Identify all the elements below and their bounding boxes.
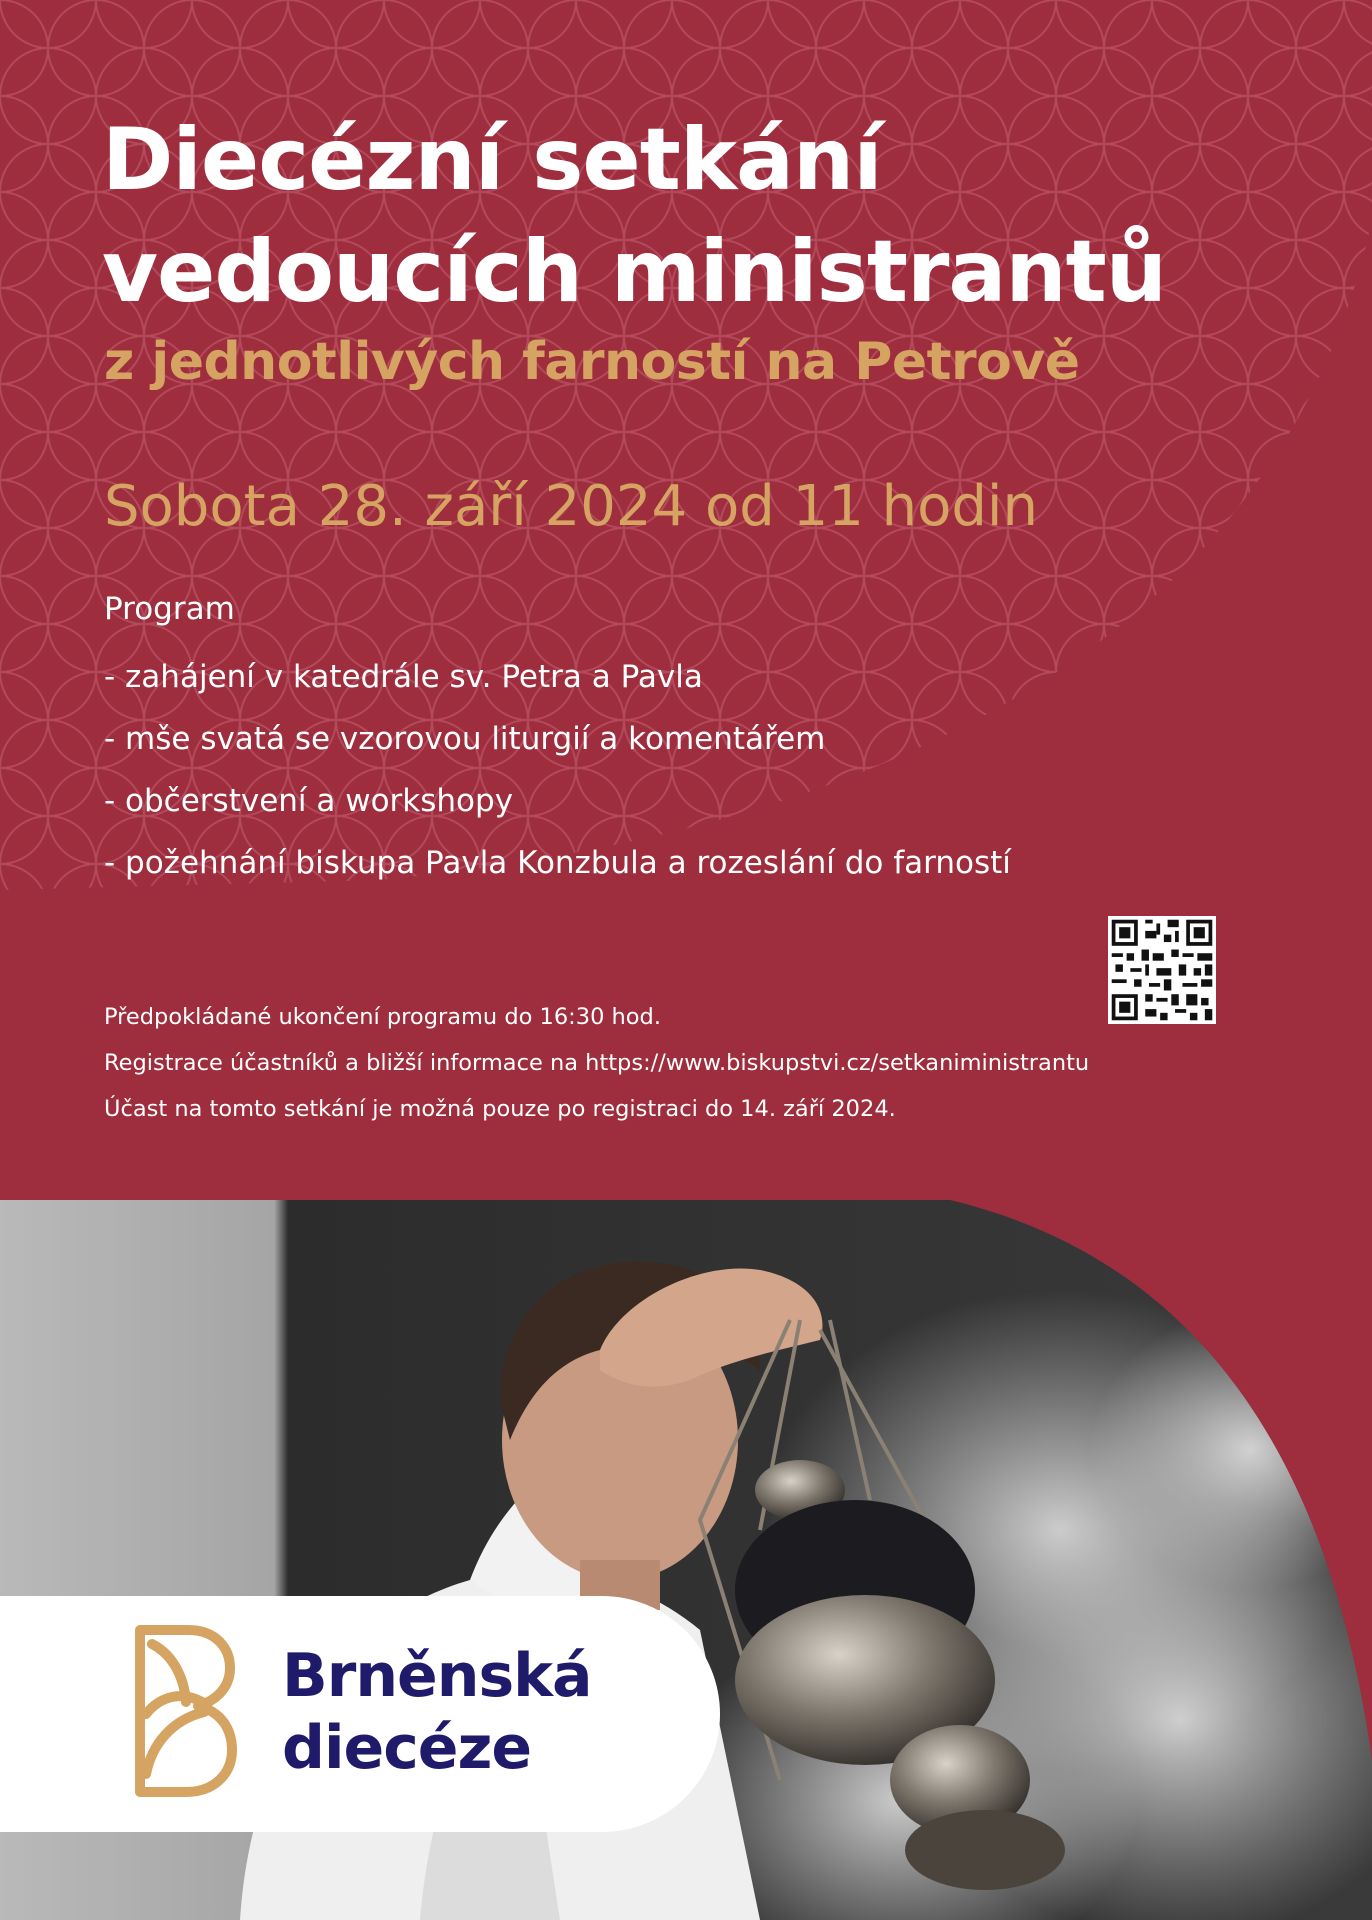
event-notes — [104, 994, 1284, 1132]
logo-line-2: diecéze — [282, 1713, 532, 1783]
program-heading: Program — [104, 591, 235, 627]
program-item: - požehnání biskupa Pavla Konzbula a rozeslání do farností — [104, 845, 1011, 881]
logo-line-1: Brněnská — [282, 1641, 592, 1711]
program-item: - občerstvení a workshopy — [104, 783, 514, 819]
program-list — [104, 646, 1254, 894]
poster-title — [102, 104, 1166, 328]
note-registration[interactable]: Registrace účastníků a bližší informace na https://www.biskupstvi.cz/setkaniministrantu — [104, 1050, 1090, 1076]
letter-b-leaf-icon — [132, 1624, 238, 1798]
event-date: Sobota 28. září 2024 od 11 hodin — [104, 474, 1038, 539]
note-end-time: Předpokládané ukončení programu do 16:30 hod. — [104, 1004, 661, 1030]
program-item: - zahájení v katedrále sv. Petra a Pavla — [104, 659, 703, 695]
title-line-1: Diecézní setkání — [102, 110, 882, 210]
logo-card[interactable] — [0, 1596, 720, 1832]
poster-subtitle: z jednotlivých farností na Petrově — [104, 332, 1080, 392]
logo-wordmark — [282, 1640, 592, 1784]
program-item: - mše svatá se vzorovou liturgií a komentářem — [104, 721, 826, 757]
title-line-2: vedoucích ministrantů — [102, 222, 1166, 322]
note-deadline: Účast na tomto setkání je možná pouze po registraci do 14. září 2024. — [104, 1096, 896, 1122]
program-section — [104, 584, 1254, 894]
